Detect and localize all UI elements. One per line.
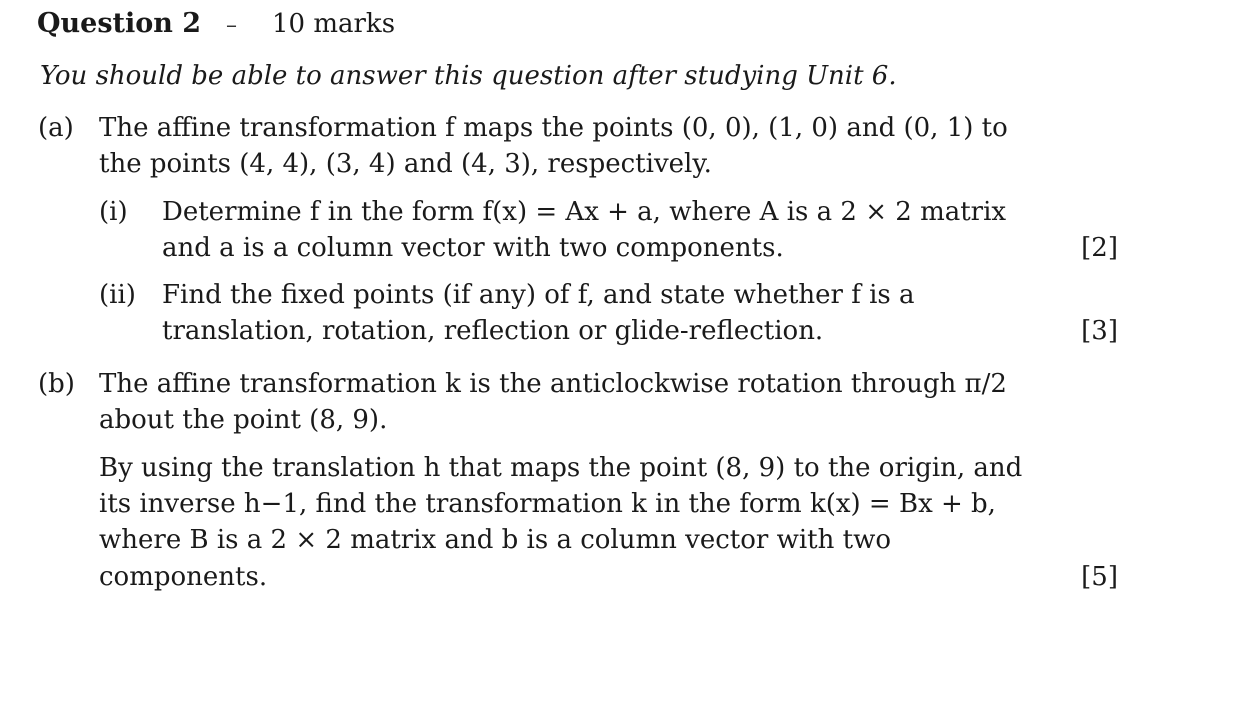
intro-text: You should be able to answer this question after studying Unit 6.	[40, 61, 897, 91]
question-title: Question 2	[37, 8, 202, 39]
part-a-line1: The affine transformation f maps the points (0, 0), (1, 0) and (0, 1) to	[99, 113, 1008, 143]
question-marks: 10 marks	[272, 9, 396, 39]
part-b-para-line3: where B is a 2 × 2 matrix and b is a column vector with two	[99, 525, 891, 555]
part-b-line1: The affine transformation k is the anticlockwise rotation through π/2	[99, 369, 1007, 399]
question-header	[37, 6, 201, 42]
part-b-marks: [5]	[1081, 562, 1118, 592]
part-a-line2: the points (4, 4), (3, 4) and (4, 3), respectively.	[99, 149, 712, 179]
part-b-para-line2: its inverse h−1, find the transformation k in the form k(x) = Bx + b,	[99, 489, 996, 519]
header-separator: –	[226, 13, 237, 38]
part-b-para-line1: By using the translation h that maps the point (8, 9) to the origin, and	[99, 453, 1023, 483]
sub-ii-label: (ii)	[99, 280, 136, 310]
sub-ii-marks: [3]	[1081, 316, 1118, 346]
sub-ii-line2: translation, rotation, reflection or glide-reflection.	[162, 316, 824, 346]
sub-i-line1: Determine f in the form f(x) = Ax + a, where A is a 2 × 2 matrix	[162, 197, 1007, 227]
sub-i-line2: and a is a column vector with two components.	[162, 233, 784, 263]
sub-i-label: (i)	[99, 197, 128, 227]
part-b-label: (b)	[38, 369, 75, 399]
part-b-para-line4: components.	[99, 562, 268, 592]
sub-ii-line1: Find the fixed points (if any) of f, and state whether f is a	[162, 280, 915, 310]
part-a-label: (a)	[38, 113, 74, 143]
part-b-line2: about the point (8, 9).	[99, 405, 388, 435]
sub-i-marks: [2]	[1081, 233, 1118, 263]
